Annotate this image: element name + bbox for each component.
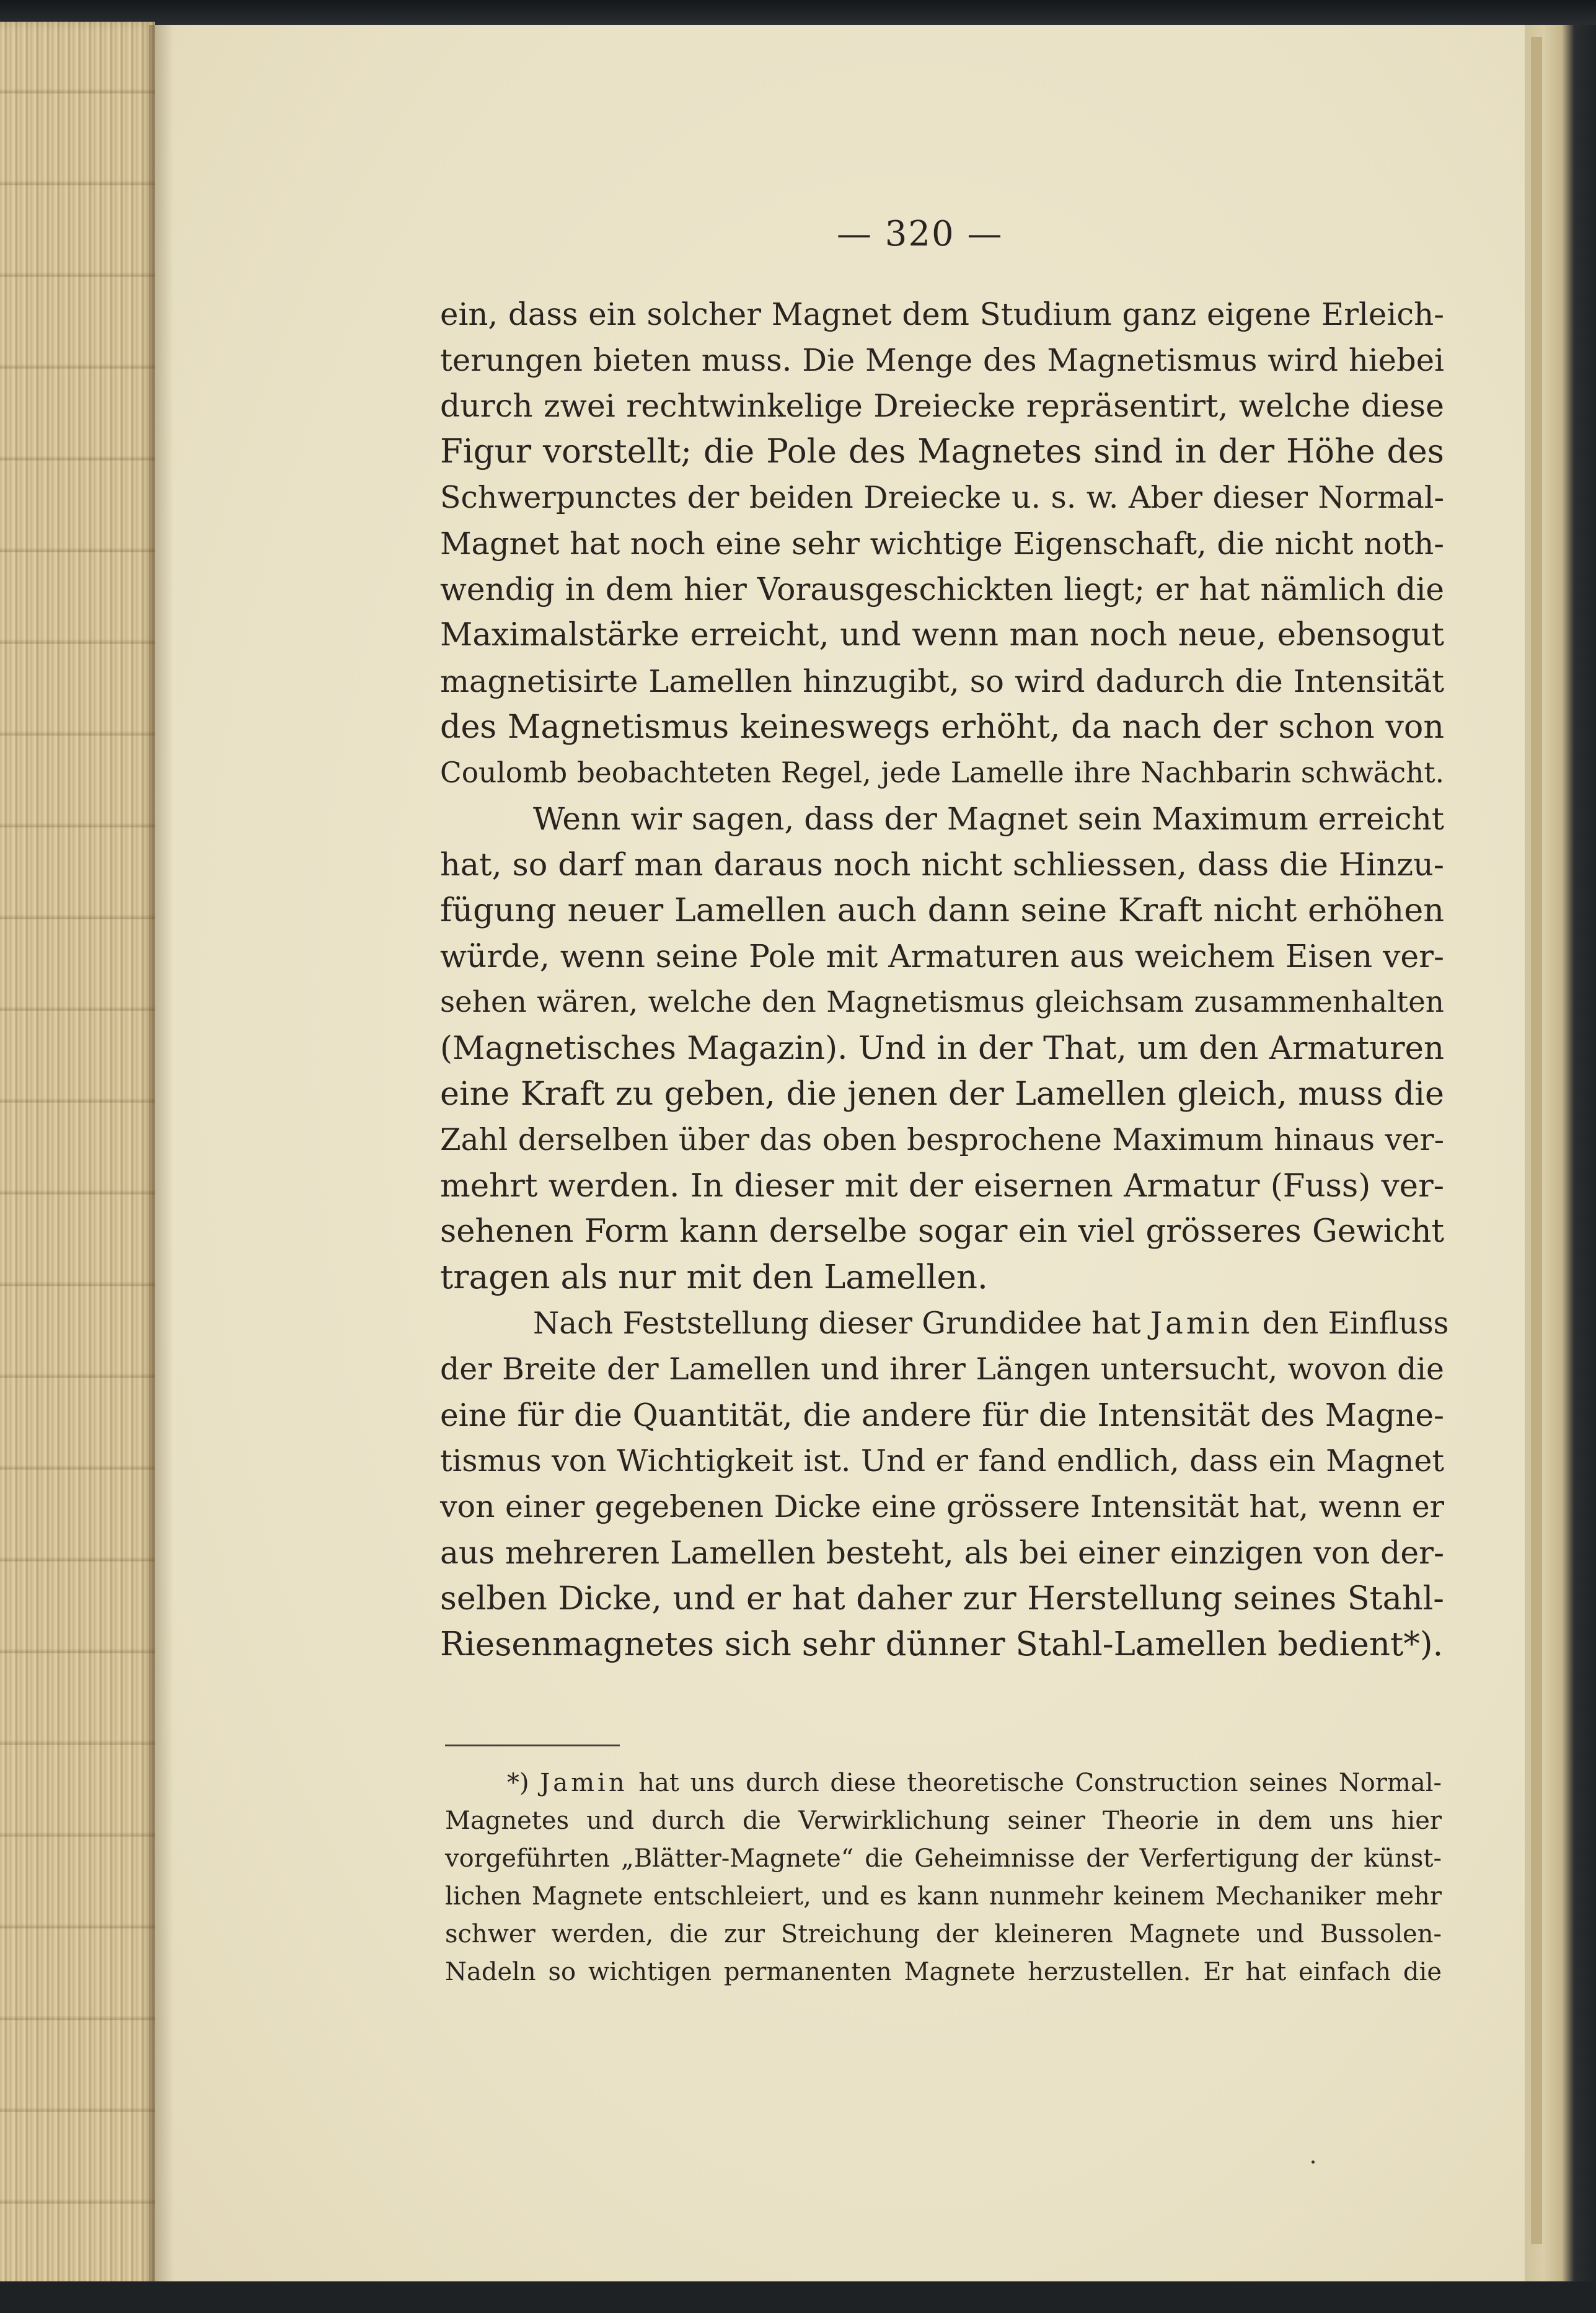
body-line: Zahl derselben über das oben besprochene Maximum hinaus ver-: [440, 1123, 1444, 1157]
page-number: — 320 —: [837, 214, 1003, 254]
body-line: von einer gegebenen Dicke eine grössere Intensität hat, wenn er: [440, 1489, 1444, 1524]
body-line: (Magnetisches Magazin). Und in der That, um den Armaturen: [440, 1030, 1444, 1067]
page-stack-marks: [0, 22, 155, 2291]
right-page-sliver: [1531, 37, 1542, 2244]
text-run: den Einfluss: [1253, 1306, 1449, 1341]
footnote-line: [445, 1764, 1442, 1802]
body-line: Magnet hat noch eine sehr wichtige Eigenschaft, die nicht noth-: [440, 526, 1444, 562]
body-line: hat, so darf man daraus noch nicht schliessen, dass die Hinzu-: [440, 846, 1444, 883]
text-run: *): [507, 1769, 540, 1797]
body-line: sehen wären, welche den Magnetismus gleichsam zusammenhalten: [440, 986, 1444, 1019]
scan-backdrop-top: [0, 0, 1596, 25]
body-line: der Breite der Lamellen und ihrer Längen untersucht, wovon die: [440, 1351, 1444, 1387]
body-line: durch zwei rechtwinkelige Dreiecke repräsentirt, welche diese: [440, 387, 1444, 424]
text-run: hat uns durch diese theoretische Construction seines Normal-: [627, 1769, 1442, 1797]
text-run: Nach Feststellung dieser Grundidee hat: [533, 1306, 1150, 1341]
body-line: terungen bieten muss. Die Menge des Magnetismus wird hiebei: [440, 342, 1444, 378]
paragraph-end-line: Riesenmagnetes sich sehr dünner Stahl-Lamellen bedient*).: [440, 1625, 1444, 1663]
footnote-line: Magnetes und durch die Verwirklichung seiner Theorie in dem uns hier: [445, 1807, 1442, 1835]
body-line: aus mehreren Lamellen besteht, als bei einer einzigen von der-: [440, 1534, 1444, 1571]
footnote: [445, 1764, 1442, 1991]
body-line: des Magnetismus keineswegs erhöht, da nach der schon von: [440, 708, 1444, 746]
paragraph-start-line: [440, 1301, 1449, 1347]
paragraph-start-line: Wenn wir sagen, dass der Magnet sein Maximum erreicht: [533, 801, 1444, 837]
footnote-rule: [445, 1745, 620, 1746]
body-line: sehenen Form kann derselbe sogar ein viel grösseres Gewicht: [440, 1213, 1444, 1250]
body-line: mehrt werden. In dieser mit der eisernen Armatur (Fuss) ver-: [440, 1167, 1444, 1205]
body-text: [440, 291, 1449, 1668]
footnote-line: vorgeführten „Blätter-Magnete“ die Geheimnisse der Verfertigung der künst-: [445, 1844, 1442, 1873]
body-line: tismus von Wichtigkeit ist. Und er fand endlich, dass ein Magnet: [440, 1443, 1444, 1479]
body-line: fügung neuer Lamellen auch dann seine Kraft nicht erhöhen: [440, 891, 1444, 929]
body-line: eine Kraft zu geben, die jenen der Lamellen gleich, muss die: [440, 1075, 1444, 1113]
body-line: ein, dass ein solcher Magnet dem Studium ganz eigene Erleich-: [440, 296, 1444, 332]
author-name-spaced: Jamin: [1150, 1306, 1253, 1341]
body-line: wendig in dem hier Vorausgeschickten liegt; er hat nämlich die: [440, 571, 1444, 608]
body-line: Maximalstärke erreicht, und wenn man noch neue, ebensogut: [440, 617, 1444, 653]
body-line: Figur vorstellt; die Pole des Magnetes sind in der Höhe des: [440, 433, 1444, 471]
scan-backdrop-bottom: [0, 2281, 1596, 2313]
footnote-line: schwer werden, die zur Streichung der kleineren Magnete und Bussolen-: [445, 1920, 1442, 1948]
footnote-line: Nadeln so wichtigen permanenten Magnete herzustellen. Er hat einfach die: [445, 1958, 1442, 1986]
author-name-spaced: Jamin: [540, 1769, 628, 1797]
footnote-line: lichen Magnete entschleiert, und es kann nunmehr keinem Mechaniker mehr: [445, 1882, 1442, 1911]
body-line: Schwerpunctes der beiden Dreiecke u. s. w. Aber dieser Normal-: [440, 480, 1444, 515]
ink-speck: [1312, 2160, 1315, 2164]
gutter-shadow: [149, 25, 174, 2288]
paragraph-end-line: tragen als nur mit den Lamellen.: [440, 1258, 988, 1296]
body-line: würde, wenn seine Pole mit Armaturen aus weichem Eisen ver-: [440, 938, 1444, 975]
body-line: Coulomb beobachteten Regel, jede Lamelle ihre Nachbarin schwächt.: [440, 756, 1444, 789]
body-line: eine für die Quantität, die andere für die Intensität des Magne-: [440, 1397, 1444, 1433]
body-line: magnetisirte Lamellen hinzugibt, so wird dadurch die Intensität: [440, 663, 1444, 699]
body-line: selben Dicke, und er hat daher zur Herstellung seines Stahl-: [440, 1580, 1444, 1617]
